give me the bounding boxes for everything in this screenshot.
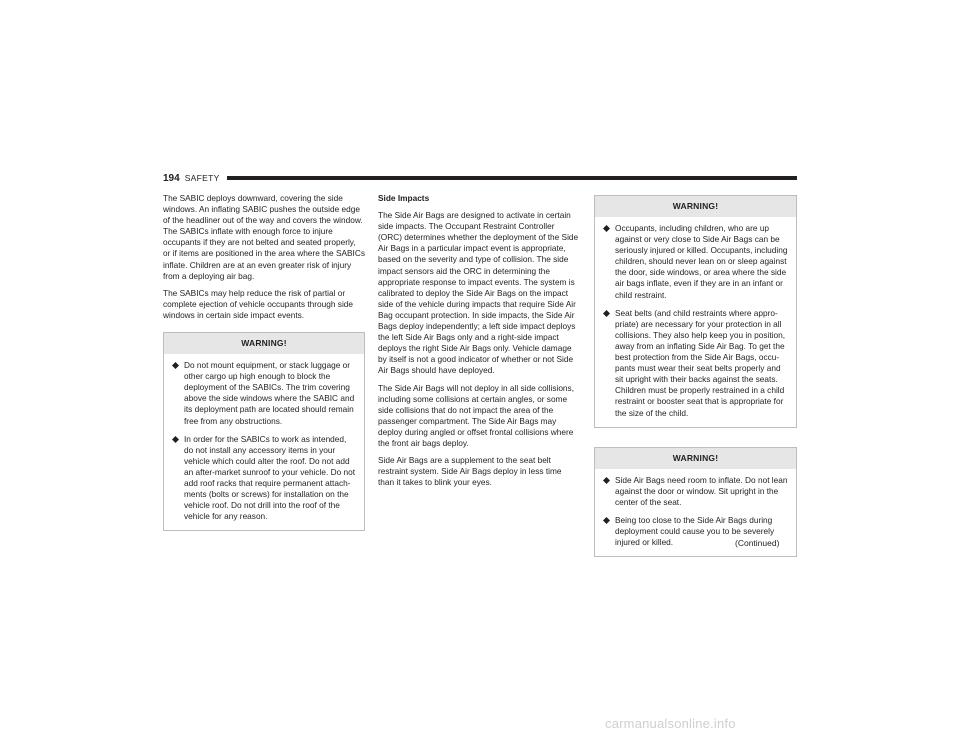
paragraph: The SABICs may help reduce the risk of partial or complete ejection of vehicle occupants through side windows in certain side impact events. [163, 287, 354, 320]
warning-item-text: In order for the SABICs to work as intended, do not install any accessory items in your vehicle which could alter the roof. Do not add an after-market sunroof to your vehicle. Do not add roof racks that require permanent attach-ments (bolts or screws) for installation on the vehicle roof. Do not drill into the roof of the vehicle for any reason. [184, 433, 356, 522]
paragraph: The Side Air Bags will not deploy in all side collisions, including some collisions at certain angles, or some side collisions that do not impact the area of the passenger compartment. The Side Air Bags may deploy during angled or offset frontal collisions where the front air bags deploy. [378, 382, 574, 448]
warning-list [595, 217, 796, 427]
page-header [163, 172, 797, 184]
column-3 [594, 195, 797, 557]
paragraph: Side Air Bags are a supplement to the seat belt restraint system. Side Air Bags deploy in less time than it takes to blink your eyes. [378, 455, 562, 488]
continued-label: (Continued) [735, 538, 780, 548]
watermark: carmanualsonline.info [605, 716, 736, 731]
warning-item-text: Side Air Bags need room to inflate. Do not lean against the door or window. Sit upright in the center of the seat. [615, 474, 788, 507]
diamond-bullet-icon [172, 436, 179, 443]
warning-box-occupants [594, 195, 797, 428]
diamond-bullet-icon [603, 225, 610, 232]
warning-item-text: Seat belts (and child restraints where appro-priate) are necessary for your protection in all collisions. They also help keep you in position, away from an inflating Side Air Bag. To get the best protection from the Side Air Bags, occu-pants must wear their seat belts properly and sit upright with their backs against the seats. Children must be properly restrained in a child restraint or booster seat that is appropriate for the size of the child. [615, 307, 786, 418]
header-rule [227, 176, 797, 180]
warning-box-sabic [163, 332, 365, 531]
paragraph: The Side Air Bags are designed to activate in certain side impacts. The Occupant Restraint Controller (ORC) determines whether the deployment of the Side Air Bags in a particular impact event is appropriate, based on the severity and type of collision. The side impact sensors aid the ORC in determining the appropriate response to impact events. The system is calibrated to deploy the Side Air Bags on the impact side of the vehicle during impacts that require Side Air Bag occupant protection. In side impacts, the Side Air Bags deploy independently; a left side impact deploys the left Side Air Bags only and a right-side impact deploys the right Side Air Bags only. Vehicle damage by itself is not a good indicator of whether or not Side Air Bags should have deployed. [378, 210, 579, 376]
warning-title: WARNING! [595, 196, 796, 217]
column-1 [163, 193, 365, 531]
warning-item [172, 434, 356, 523]
diamond-bullet-icon [603, 310, 610, 317]
warning-item-text: Occupants, including children, who are up against or very close to Side Air Bags can be seriously injured or killed. Occupants, including children, should never lean on or sleep against the door, side windows, or area where the side air bags inflate, even if they are in an infant or child restraint. [615, 223, 788, 300]
warning-item-text: Do not mount equipment, or stack luggage or other cargo up high enough to block the deployment of the SABICs. The trim covering above the side windows where the SABIC and its deployment path are located should remain free from any obstructions. [184, 360, 355, 426]
warning-title: WARNING! [595, 448, 796, 469]
paragraph: The SABIC deploys downward, covering the side windows. An inflating SABIC pushes the outside edge of the headliner out of the way and covers the window. The SABICs inflate with enough force to injure occupants if they are not belted and seated properly, or if items are positioned in the area where the SABICs inflate. Children are at an even greater risk of injury from a deploying air bag. [163, 193, 365, 281]
warning-item-text: Being too close to the Side Air Bags during deployment could cause you to be severely injured or killed. [615, 514, 775, 548]
warning-item [172, 360, 356, 427]
warning-list [164, 354, 364, 530]
warning-item [603, 308, 788, 419]
column-2 [378, 193, 579, 494]
warning-item [603, 223, 788, 301]
section-name: SAFETY [184, 173, 220, 183]
diamond-bullet-icon [172, 362, 179, 369]
subheading-side-impacts: Side Impacts [378, 193, 430, 203]
page-number: 194 [163, 172, 180, 184]
diamond-bullet-icon [603, 477, 610, 484]
diamond-bullet-icon [603, 517, 610, 524]
warning-item [603, 475, 788, 508]
warning-title: WARNING! [164, 333, 364, 354]
